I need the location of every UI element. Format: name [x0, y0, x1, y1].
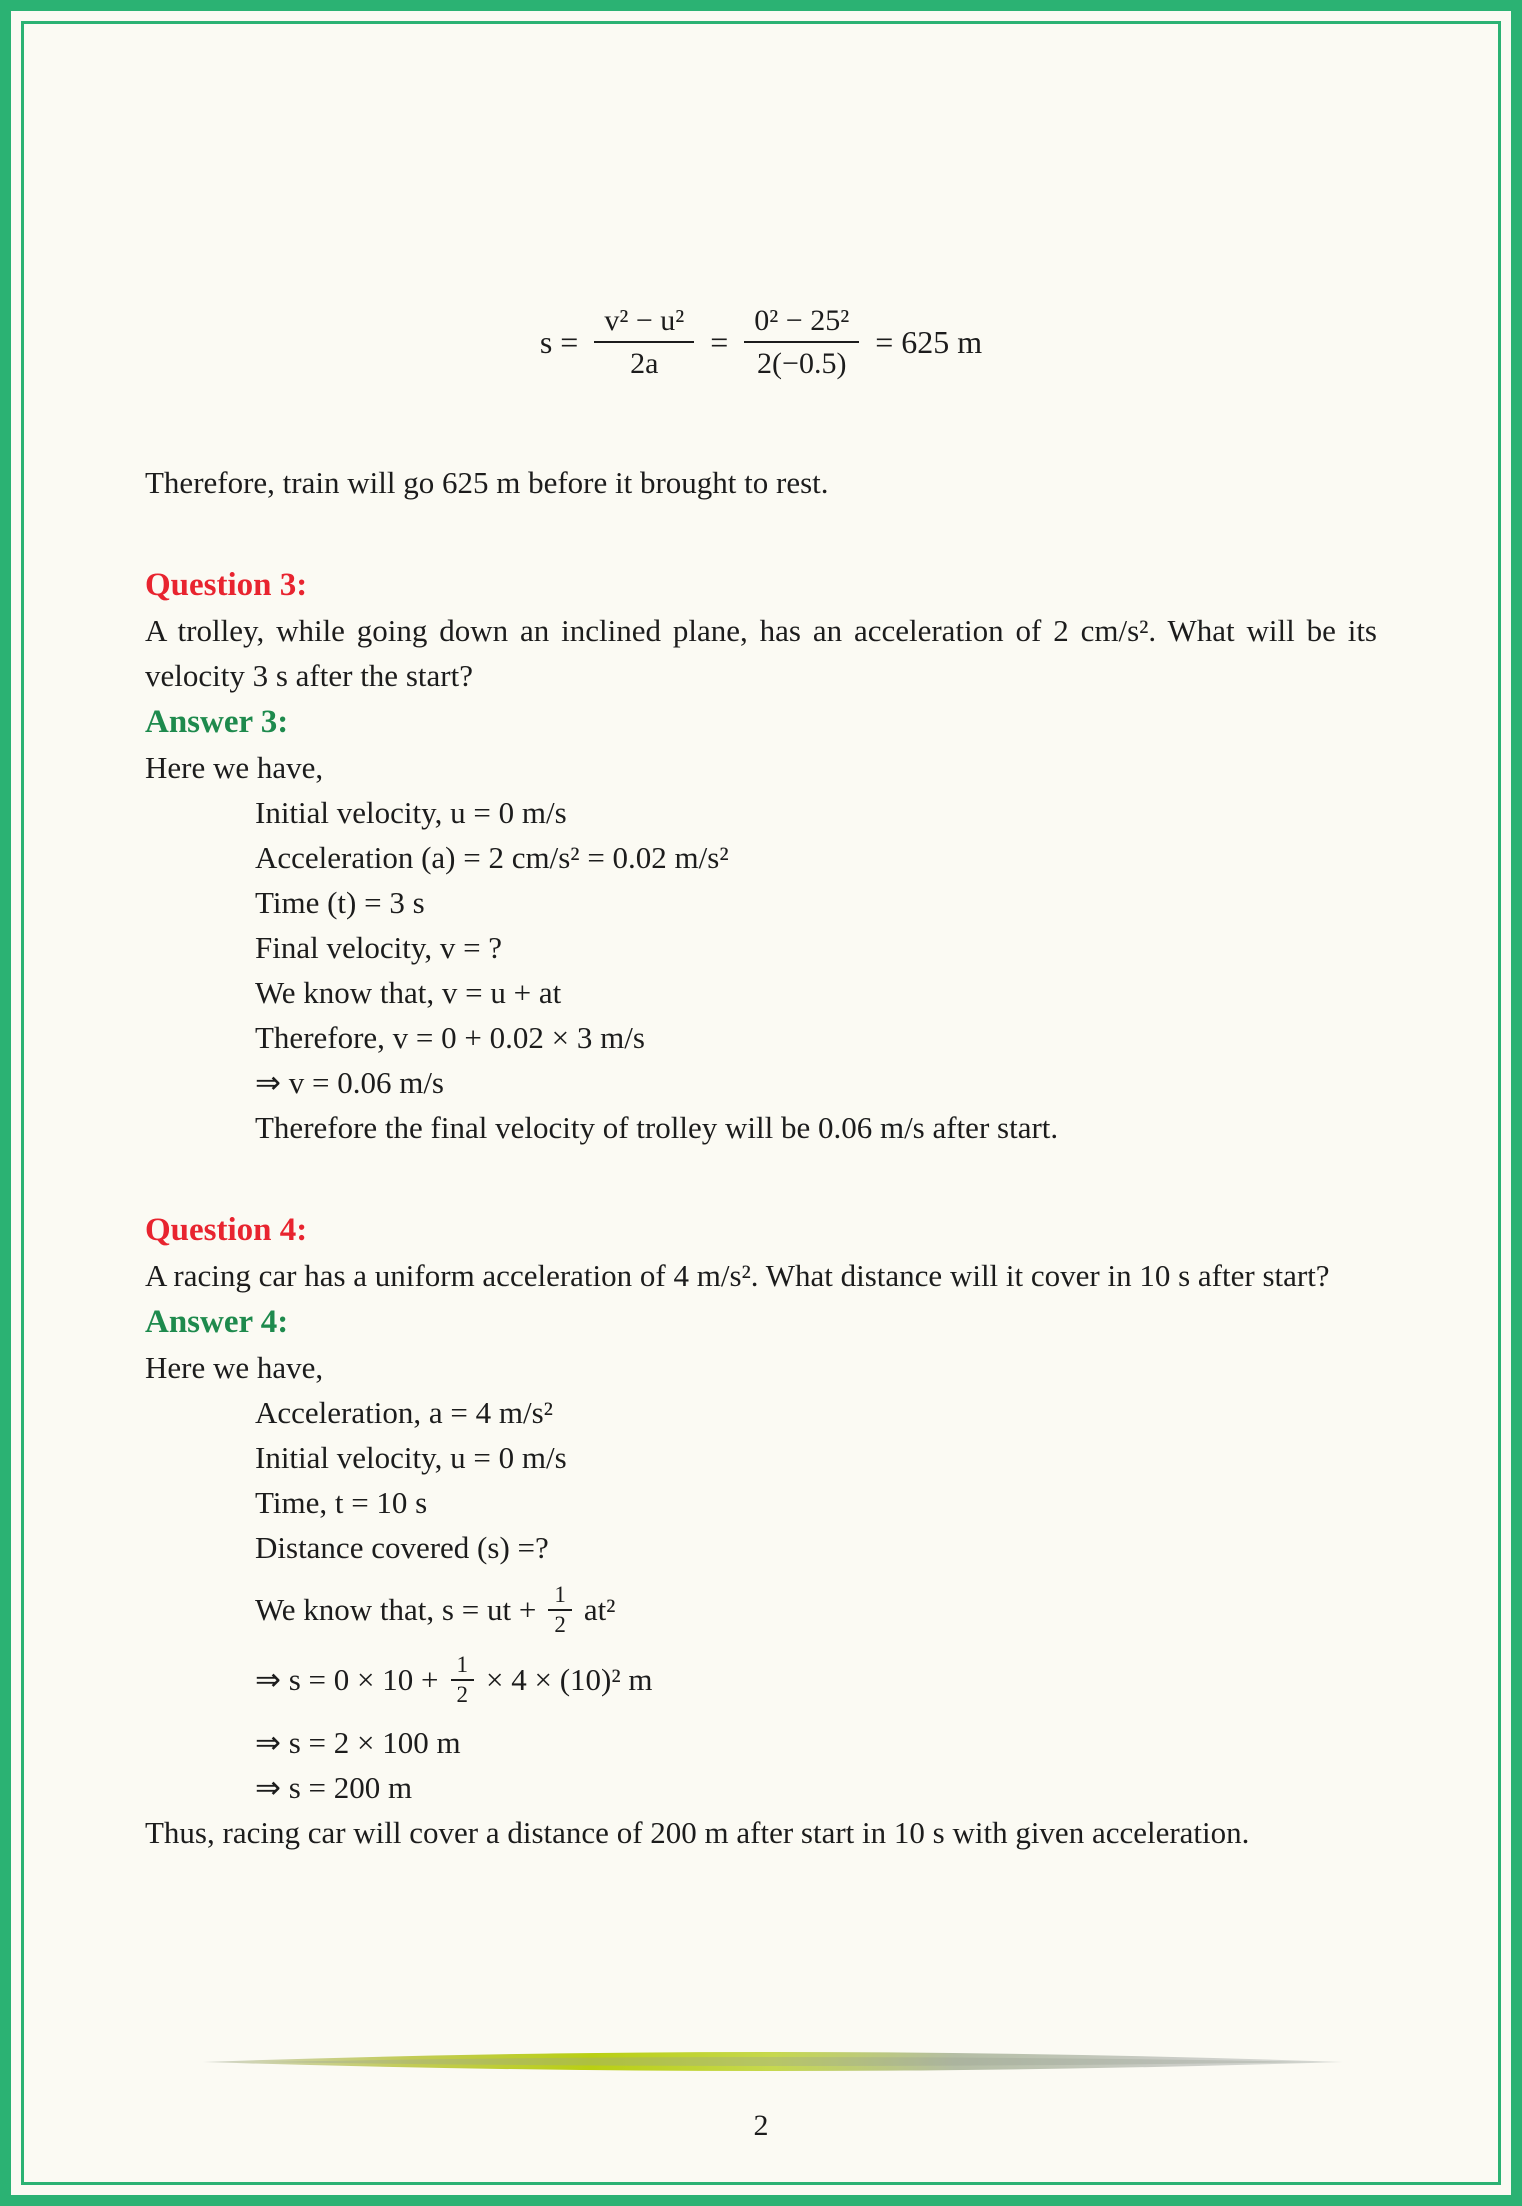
- answer-3-heading: Answer 3:: [145, 703, 289, 740]
- equation-suffix: at²: [583, 1592, 616, 1628]
- page-content: [11, 11, 1511, 1855]
- solution-line: Therefore, v = 0 + 0.02 × 3 m/s: [255, 1019, 645, 1055]
- fraction-numerator: 1: [548, 1583, 572, 1611]
- answer-3-steps: [255, 790, 1377, 1150]
- equation-lhs: s =: [539, 323, 579, 360]
- question-4-text: A racing car has a uniform acceleration of 4 m/s². What distance will it cover in 10 s after start?: [145, 1257, 1330, 1293]
- answer-4-conclusion: Thus, racing car will cover a distance of 200 m after start in 10 s with given acceleration.: [145, 1814, 1250, 1850]
- fraction-denominator: 2: [554, 1611, 566, 1637]
- fraction-half: [451, 1653, 475, 1707]
- equation-prefix: ⇒ s = 0 × 10 +: [255, 1662, 439, 1698]
- equation-result: = 625 m: [875, 323, 983, 360]
- equation-know-line: [255, 1580, 1377, 1640]
- page-number: 2: [753, 2109, 769, 2142]
- train-conclusion-text: Therefore, train will go 625 m before it brought to rest.: [145, 464, 829, 500]
- swoosh-graphic: [203, 2049, 1343, 2075]
- solution-line: Acceleration, a = 4 m/s²: [255, 1394, 553, 1430]
- solution-line: ⇒ s = 2 × 100 m: [255, 1724, 461, 1760]
- fraction-denominator: 2(−0.5): [757, 347, 847, 381]
- answer-4-steps: [255, 1390, 1377, 1570]
- question-3-heading: Question 3:: [145, 566, 308, 603]
- fraction-denominator: 2a: [630, 347, 659, 381]
- answer-4-intro: Here we have,: [145, 1349, 324, 1385]
- fraction-numeric: [744, 303, 859, 382]
- solution-line: Acceleration (a) = 2 cm/s² = 0.02 m/s²: [255, 839, 729, 875]
- solution-line: ⇒ v = 0.06 m/s: [255, 1064, 444, 1100]
- solution-line: ⇒ s = 200 m: [255, 1769, 413, 1805]
- answer-4-heading: Answer 4:: [145, 1303, 289, 1340]
- equation-prefix: We know that, s = ut +: [255, 1592, 537, 1628]
- equation-equals: =: [710, 323, 729, 360]
- fraction-numerator: 0² − 25²: [744, 303, 859, 343]
- fraction-half: [548, 1583, 572, 1637]
- fraction-numerator: 1: [451, 1653, 475, 1681]
- equation-train-distance: [145, 303, 1377, 382]
- solution-line: Final velocity, v = ?: [255, 929, 503, 965]
- fraction-numerator: v² − u²: [594, 303, 694, 343]
- equation-suffix: × 4 × (10)² m: [486, 1662, 653, 1698]
- solution-line: Therefore the final velocity of trolley will be 0.06 m/s after start.: [255, 1109, 1059, 1145]
- decorative-divider-swoosh: [203, 2049, 1343, 2075]
- fraction-symbolic: [594, 303, 694, 382]
- answer-3-intro: Here we have,: [145, 749, 324, 785]
- solution-line: Distance covered (s) =?: [255, 1529, 549, 1565]
- fraction-denominator: 2: [456, 1681, 468, 1707]
- equation-step-1: [255, 1650, 1377, 1710]
- solution-line: Initial velocity, u = 0 m/s: [255, 794, 567, 830]
- question-3-text: A trolley, while going down an inclined plane, has an acceleration of 2 cm/s². What will be its velocity 3 s after the start?: [145, 612, 1377, 693]
- question-4-heading: Question 4:: [145, 1211, 308, 1248]
- solution-line: Time (t) = 3 s: [255, 884, 425, 920]
- solution-line: Initial velocity, u = 0 m/s: [255, 1439, 567, 1475]
- solution-line: We know that, v = u + at: [255, 974, 562, 1010]
- solution-line: Time, t = 10 s: [255, 1484, 428, 1520]
